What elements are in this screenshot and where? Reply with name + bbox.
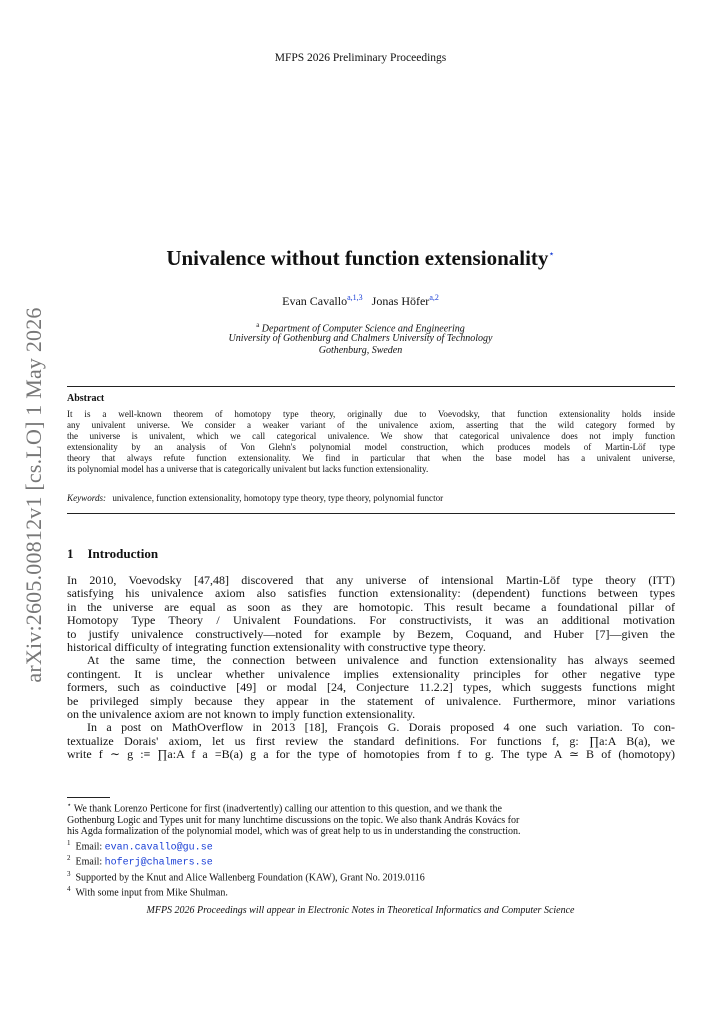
intro-line: Homotopy Type Theory / Univalent Foundations. For constructivists, it was an additional motivation [67, 613, 675, 628]
intro-line: At the same time, the connection between univalence and function extensionality has always seemed [87, 653, 675, 668]
footnote-thanks-cont [67, 826, 675, 837]
introduction-body [67, 574, 675, 762]
abstract-line: theory that always refute function extensionality. We find in particular that when the base model has a univalent universe, [67, 453, 675, 464]
arxiv-stamp[interactable]: arXiv:2605.00812v1 [cs.LO] 1 May 2026 [21, 307, 46, 683]
intro-line: satisfying his univalence axiom also satisfies function extensionality: (dependent) functions between types [67, 586, 675, 601]
footnote-rule [67, 797, 110, 798]
footnote-email-2 [67, 853, 675, 869]
author-affiliation-mark[interactable]: a,1,3 [347, 293, 363, 302]
footnote-email-1 [67, 838, 675, 854]
email-link[interactable]: hoferj@chalmers.se [104, 857, 213, 869]
abstract-bottom-rule [67, 513, 675, 514]
footnotes [67, 800, 675, 898]
affiliation-department: Department of Computer Science and Engineering [261, 323, 465, 335]
proceedings-note: MFPS 2026 Proceedings will appear in Electronic Notes in Theoretical Informatics and Computer Science [146, 905, 575, 916]
intro-line: textualize Dorais' axiom, let us first review the standard definitions. For functions f, g: ∏a:A B(a), we [67, 733, 675, 748]
footnote-mark: ⋆ [67, 801, 72, 809]
footnote-funding [67, 869, 675, 884]
affiliation-city: Gothenburg, Sweden [318, 345, 403, 356]
affiliation-university: University of Gothenburg and Chalmers University of Technology [228, 333, 493, 344]
abstract-body [67, 409, 675, 476]
intro-line: write f ∼ g :≡ ∏a:A f a =B(a) g a for the type of homotopies from f to g. The type A ≃ B of (homotopy) [67, 747, 675, 762]
author-affiliation-mark[interactable]: a,2 [429, 293, 439, 302]
footnote-input [67, 884, 675, 899]
footnote-text: Email: [75, 840, 105, 852]
footnote-thanks [67, 800, 675, 815]
intro-line: be privileged simply because they appear in the statement of univalence. Furthermore, minor variations [67, 693, 675, 708]
footnote-text: his Agda formalization of the polynomial model, which was of great help to us in understanding the construction. [67, 826, 521, 838]
abstract-line: the universe is univalent, which we call categorical univalence. We show that categorical univalence does not imply function [67, 431, 675, 442]
email-link[interactable]: evan.cavallo@gu.se [104, 841, 213, 853]
intro-line: in the universe are equal as soon as they are homotopic. This result became a foundational pillar of [67, 599, 675, 614]
footnote-text: We thank Lorenzo Perticone for first (inadvertently) calling our attention to this question, and we thank the [73, 803, 502, 815]
intro-line: historical difficulty of integrating function extensionality with constructive type theory. [67, 640, 486, 655]
footnote-mark: 3 [67, 870, 71, 879]
affiliation-mark: a [256, 321, 260, 329]
intro-line: In 2010, Voevodsky [47,48] discovered that any universe of intensional Martin-Löf type theory (ITT) [67, 573, 675, 587]
paper-title [0, 246, 721, 271]
author-list [0, 293, 721, 309]
intro-line: to justify univalence constructively—noted for example by Bezem, Coquand, and Huber [7]—given the [67, 626, 675, 641]
abstract-line: its polynomial model has a universe that is categorically univalent but lacks function extensionality. [67, 464, 429, 475]
section-number: 1 [67, 546, 74, 561]
keywords-label: Keywords: [67, 493, 107, 503]
intro-line: In a post on MathOverflow in 2013 [18], François G. Dorais proposed 4 one such variation. To con- [87, 720, 675, 735]
section-title: Introduction [87, 546, 159, 561]
footnote-text: Email: [75, 856, 105, 868]
intro-line: contingent. It is unclear whether univalence implies extensionality principles for other negative type [67, 666, 675, 681]
section-heading [67, 546, 158, 562]
footnote-mark: 2 [67, 854, 71, 863]
footnote-mark: 1 [67, 838, 71, 847]
footnote-mark: 4 [67, 884, 71, 893]
author-name: Jonas Höfer [371, 294, 430, 308]
title-text: Univalence without function extensionality [166, 246, 549, 270]
footnote-text: With some input from Mike Shulman. [75, 887, 228, 899]
abstract-line: It is a well-known theorem of homotopy type theory, originally due to Voevodsky, that function extensionality holds inside [67, 409, 675, 419]
abstract-top-rule [67, 386, 675, 387]
keywords [67, 493, 675, 503]
footnote-text: Supported by the Knut and Alice Wallenberg Foundation (KAW), Grant No. 2019.0116 [75, 872, 425, 884]
author-name: Evan Cavallo [282, 294, 348, 308]
title-footnote-mark[interactable]: ⋆ [548, 249, 555, 260]
intro-line: on the univalence axiom are not known to imply function extensionality. [67, 707, 416, 722]
abstract-heading: Abstract [67, 393, 105, 404]
abstract-line: any univalent universe. We consider a weaker variant of the univalence axiom, asserting that the wild category formed by [67, 420, 675, 431]
footnote-thanks-cont [67, 815, 675, 826]
abstract-line: extensionality by an analysis of Von Glehn's polynomial model construction, which produces models of Martin-Löf type [67, 442, 675, 453]
footnote-text: Gothenburg Logic and Types unit for many lunchtime discussions on the topic. We also thank András Kovács for [67, 814, 520, 826]
running-header: MFPS 2026 Preliminary Proceedings [274, 52, 447, 64]
keywords-text: univalence, function extensionality, homotopy type theory, type theory, polynomial functor [112, 493, 444, 503]
intro-line: formers, such as coinductive [49] or modal [24, Conjecture 11.2.2] types, which suggests functions might [67, 680, 675, 695]
